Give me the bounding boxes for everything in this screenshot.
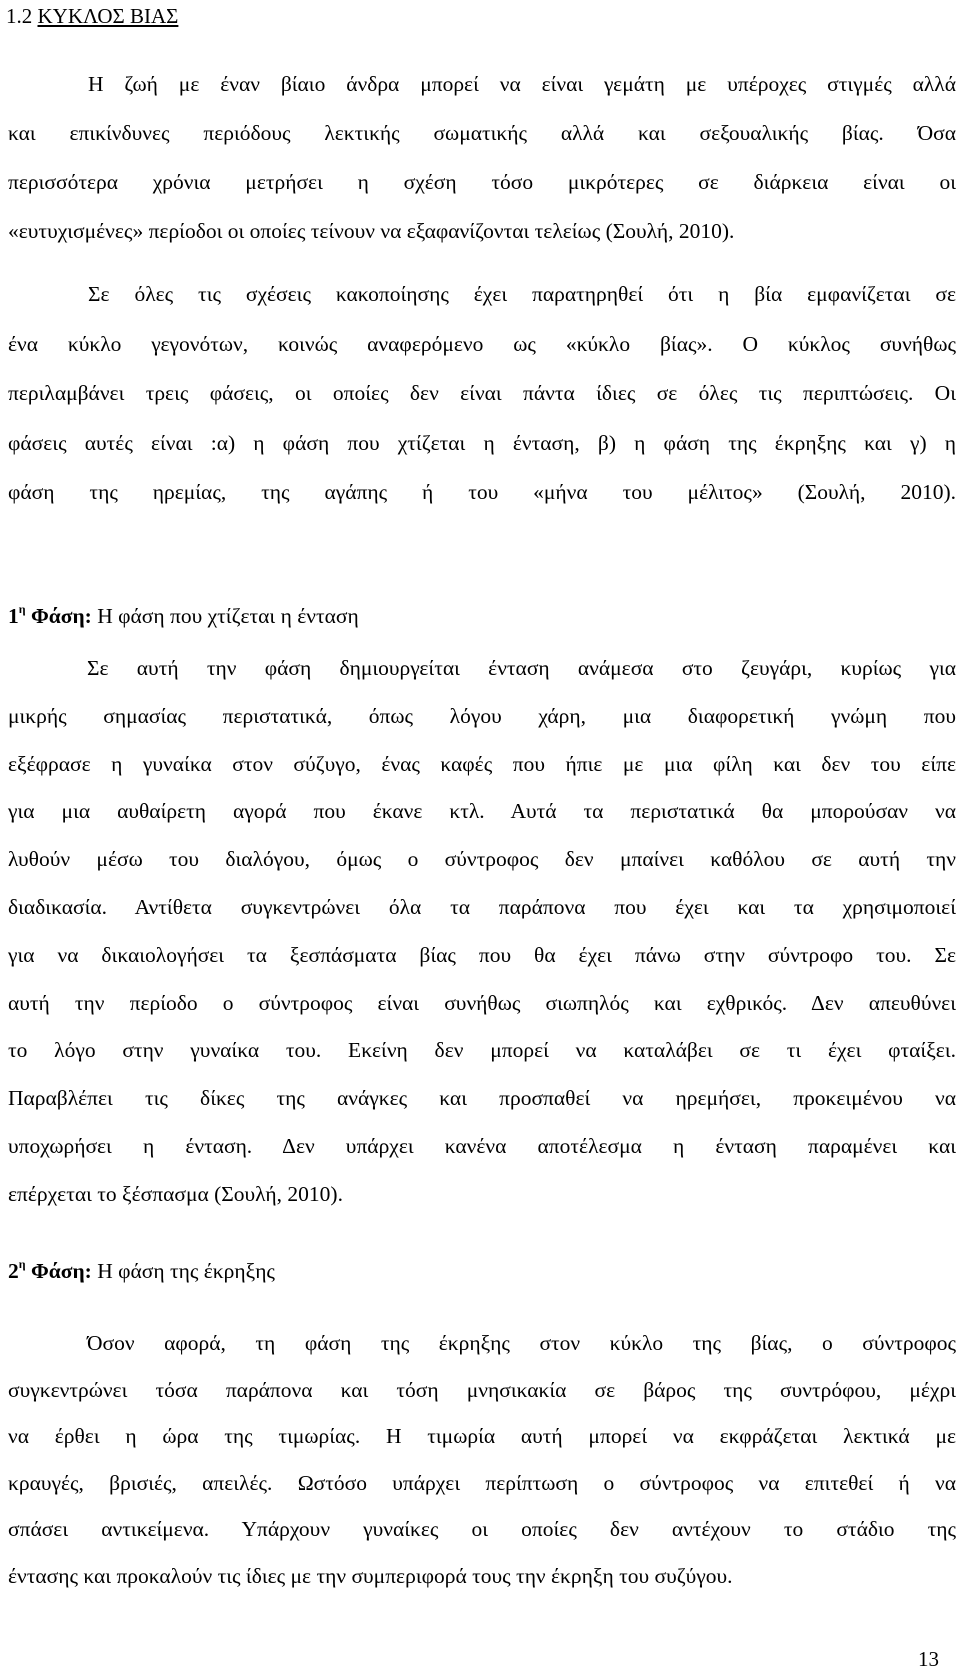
text-line: «ευτυχισμένες» περίοδοι οι οποίες τείνουν να εξαφανίζονται τελείως (Σουλή, 2010). [8, 219, 735, 243]
text-line: ένα κύκλο γεγονότων, κοινώς αναφερόμενο ως «κύκλο βίας». Ο κύκλος συνήθως [8, 331, 956, 356]
text-line: Η ζωή με έναν βίαιο άνδρα μπορεί να είναι γεμάτη με υπέροχες στιγμές αλλά [88, 72, 956, 96]
phase-title: Η φάση που χτίζεται η ένταση [91, 604, 359, 628]
text-line: κραυγές, βρισιές, απειλές. Ωστόσο υπάρχει περίπτωση ο σύντροφος να επιτεθεί ή να [8, 1470, 956, 1495]
text-line: διαδικασία. Αντίθετα συγκεντρώνει όλα τα παράπονα που έχει και τα χρησιμοποιεί [8, 894, 956, 919]
text-line: έντασης και προκαλούν τις ίδιες με την συμπεριφορά τους την έκρηξη του συζύγου. [8, 1563, 733, 1588]
text-line: υποχωρήσει η ένταση. Δεν υπάρχει κανένα αποτέλεσμα η ένταση παραμένει και [8, 1133, 956, 1158]
text-line: περιλαμβάνει τρεις φάσεις, οι οποίες δεν είναι πάντα ίδιες σε όλες τις περιπτώσεις. Οι [8, 381, 956, 405]
phase-label: Φάση: [25, 604, 92, 628]
text-line: για μια αυθαίρετη αγορά που έκανε κτλ. Αυτά τα περιστατικά θα μπορούσαν να [8, 799, 956, 824]
section-number: 1.2 [6, 4, 38, 28]
intro-paragraph-2 [8, 270, 956, 518]
phase-1-paragraph [8, 645, 956, 1219]
phase-ordinal: η [18, 602, 26, 616]
text-line: για να δικαιολογήσει τα ξεσπάσματα βίας που θα έχει πάνω στην σύντροφο του. Σε [8, 942, 956, 967]
text-line: επέρχεται το ξέσπασμα (Σουλή, 2010). [8, 1181, 343, 1206]
phase-2-heading [8, 1250, 275, 1285]
text-line: περισσότερα χρόνια μετρήσει η σχέση τόσο μικρότερες σε διάρκεια είναι οι [8, 170, 956, 194]
section-heading [6, 2, 178, 30]
section-title: ΚΥΚΛΟΣ ΒΙΑΣ [37, 4, 179, 28]
phase-number: 1 [8, 604, 19, 628]
text-line: Σε αυτή την φάση δημιουργείται ένταση ανάμεσα στο ζευγάρι, κυρίως για [87, 656, 956, 680]
phase-1-heading [8, 595, 359, 630]
text-line: να έρθει η ώρα της τιμωρίας. Η τιμωρία αυτή μπορεί να εκφράζεται λεκτικά με [8, 1424, 956, 1448]
text-line: σπάσει αντικείμενα. Υπάρχουν γυναίκες οι οποίες δεν αντέχουν το στάδιο της [8, 1517, 956, 1541]
phase-ordinal: η [18, 1257, 26, 1271]
intro-paragraph-1 [8, 60, 956, 256]
text-line: Σε όλες τις σχέσεις κακοποίησης έχει παρατηρηθεί ότι η βία εμφανίζεται σε [88, 282, 956, 306]
text-line: το λόγο στην γυναίκα του. Εκείνη δεν μπορεί να καταλάβει σε τι έχει φταίξει. [8, 1038, 956, 1063]
phase-title: Η φάση της έκρηξης [91, 1259, 275, 1283]
text-line: μικρής σημασίας περιστατικά, όπως λόγου χάρη, μια διαφορετική γνώμη που [8, 703, 956, 728]
phase-label: Φάση: [25, 1259, 92, 1283]
text-line: φάση της ηρεμίας, της αγάπης ή του «μήνα του μέλιτος» (Σουλή, 2010). [8, 480, 956, 504]
text-line: λυθούν μέσω του διαλόγου, όμως ο σύντροφος δεν μπαίνει καθόλου σε αυτή την [8, 847, 956, 872]
phase-number: 2 [8, 1259, 19, 1283]
text-line: Όσον αφορά, τη φάση της έκρηξης στον κύκλο της βίας, ο σύντροφος [87, 1331, 956, 1355]
page-number: 13 [918, 1647, 939, 1671]
text-line: φάσεις αυτές είναι :α) η φάση που χτίζεται η ένταση, β) η φάση της έκρηξης και γ) η [8, 430, 956, 455]
text-line: αυτή την περίοδο ο σύντροφος είναι συνήθως σιωπηλός και εχθρικός. Δεν απευθύνει [8, 990, 956, 1015]
text-line: εξέφρασε η γυναίκα στον σύζυγο, ένας καφές που ήπιε με μια φίλη και δεν του είπε [8, 751, 956, 776]
text-line: και επικίνδυνες περιόδους λεκτικής σωματικής αλλά και σεξουαλικής βίας. Όσα [8, 121, 956, 145]
phase-2-paragraph [8, 1320, 956, 1599]
text-line: Παραβλέπει τις δίκες της ανάγκες και προσπαθεί να ηρεμήσει, προκειμένου να [8, 1086, 956, 1111]
text-line: συγκεντρώνει τόσα παράπονα και τόση μνησικακία σε βάρος της συντρόφου, μέχρι [8, 1377, 956, 1402]
